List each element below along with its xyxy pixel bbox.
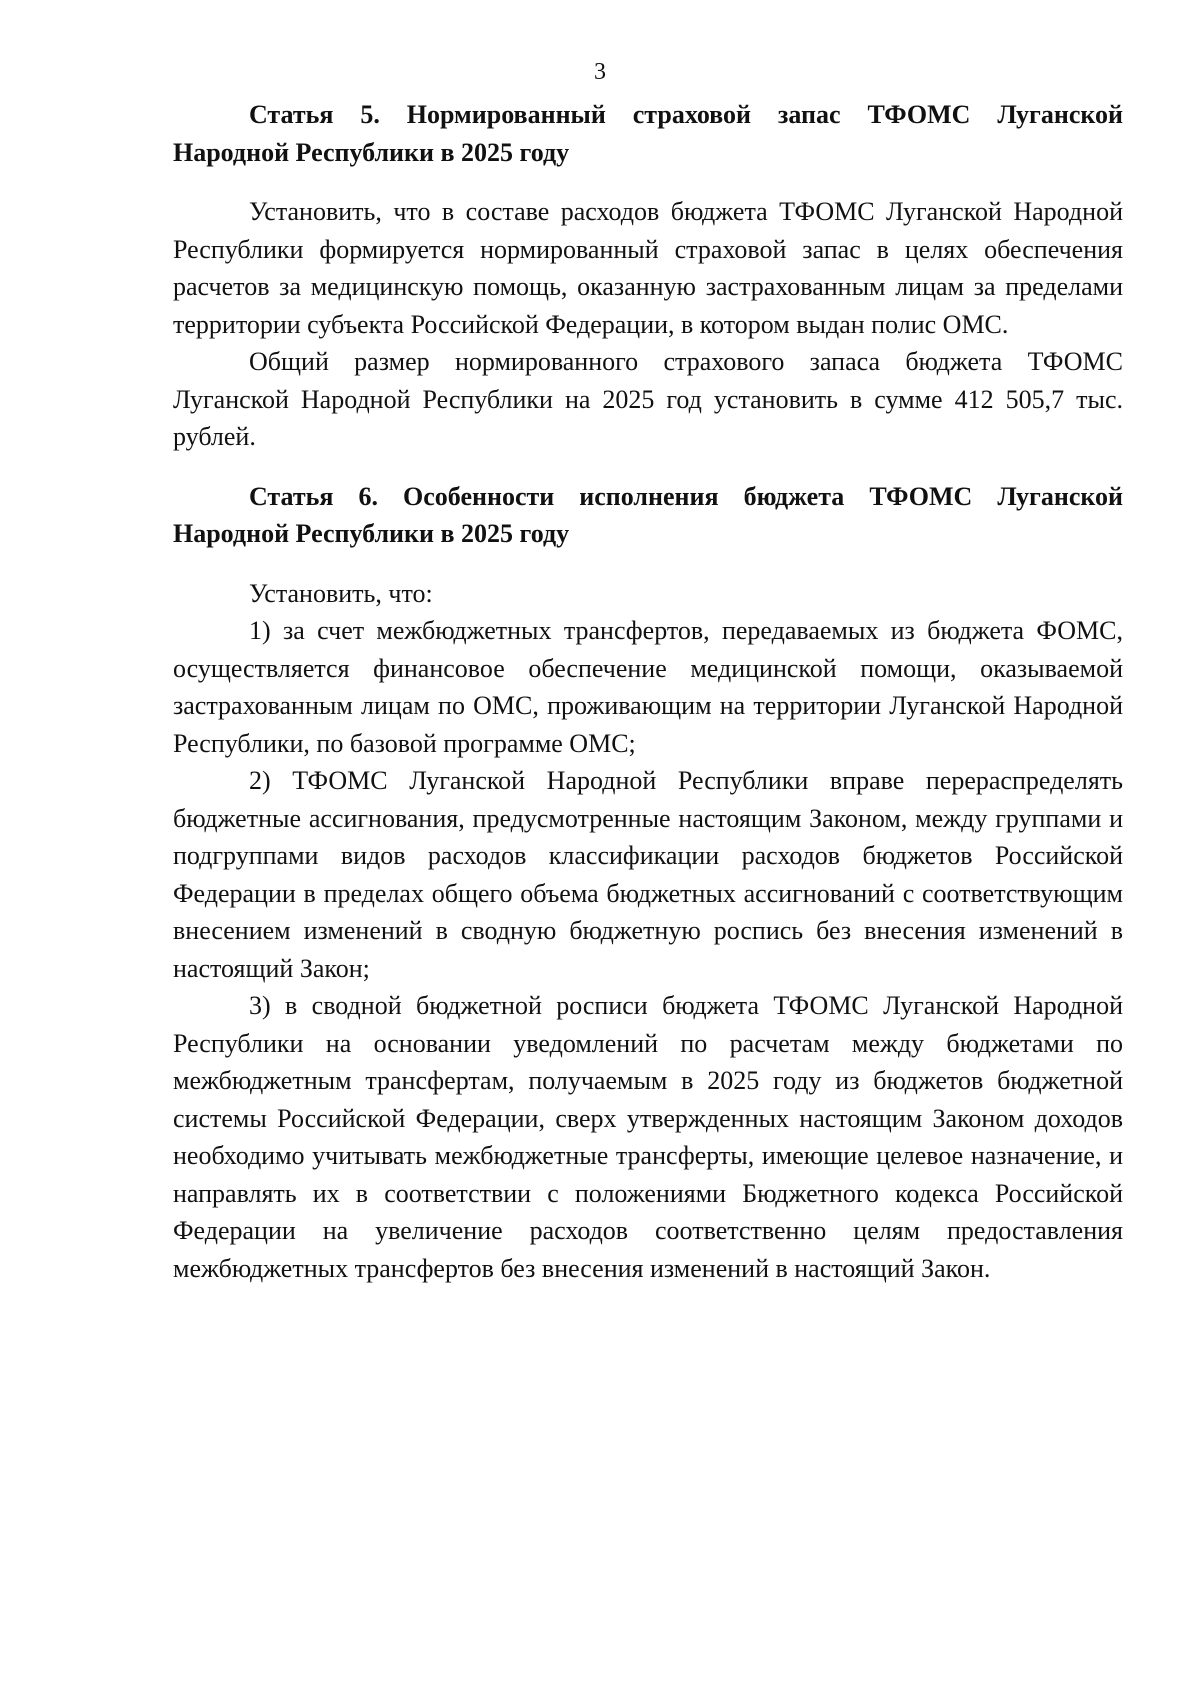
article-5-paragraph-2: Общий размер нормированного страхового запаса бюджета ТФОМС Луганской Народной Республики на 2025 год установить в сумме 412 505,7 тыс. рублей. bbox=[173, 347, 1123, 451]
article-5-heading: Статья 5. Нормированный страховой запас ТФОМС Луганской Народной Республики в 2025 году bbox=[173, 100, 1123, 167]
article-6-item-3: 3) в сводной бюджетной росписи бюджета ТФОМС Луганской Народной Республики на основании уведомлений по расчетам между бюджетами по межбюджетным трансфертам, получаемым в 2025 году из бюджетов бюджетной системы Российской Федерации, сверх утвержденных настоящим Законом доходов необходимо учитывать межбюджетные трансферты, имеющие целевое назначение, и направлять их в соответствии с положениями Бюджетного кодекса Российской Федерации на увеличение расходов соответственно целям предоставления межбюджетных трансфертов без внесения изменений в настоящий Закон. bbox=[173, 991, 1123, 1283]
article-6-intro: Установить, что: bbox=[249, 578, 433, 608]
article-6-heading: Статья 6. Особенности исполнения бюджета ТФОМС Луганской Народной Республики в 2025 году bbox=[173, 481, 1123, 548]
document-body bbox=[173, 96, 1123, 1287]
page-number: 3 bbox=[594, 59, 606, 85]
article-6-item-1: 1) за счет межбюджетных трансфертов, передаваемых из бюджета ФОМС, осуществляется финансовое обеспечение медицинской помощи, оказываемой застрахованным лицам по ОМС, проживающим на территории Луганской Народной Республики, по базовой программе ОМС; bbox=[173, 616, 1123, 758]
article-6-item-2: 2) ТФОМС Луганской Народной Республики вправе перераспределять бюджетные ассигнования, предусмотренные настоящим Законом, между группами и подгруппами видов расходов классификации расходов бюджетов Российской Федерации в пределах общего объема бюджетных ассигнований с соответствующим внесением изменений в сводную бюджетную роспись без внесения изменений в настоящий Закон; bbox=[173, 766, 1123, 983]
article-5-paragraph-1: Установить, что в составе расходов бюджета ТФОМС Луганской Народной Республики формируется нормированный страховой запас в целях обеспечения расчетов за медицинскую помощь, оказанную застрахованным лицам за пределами территории субъекта Российской Федерации, в котором выдан полис ОМС. bbox=[173, 197, 1123, 339]
